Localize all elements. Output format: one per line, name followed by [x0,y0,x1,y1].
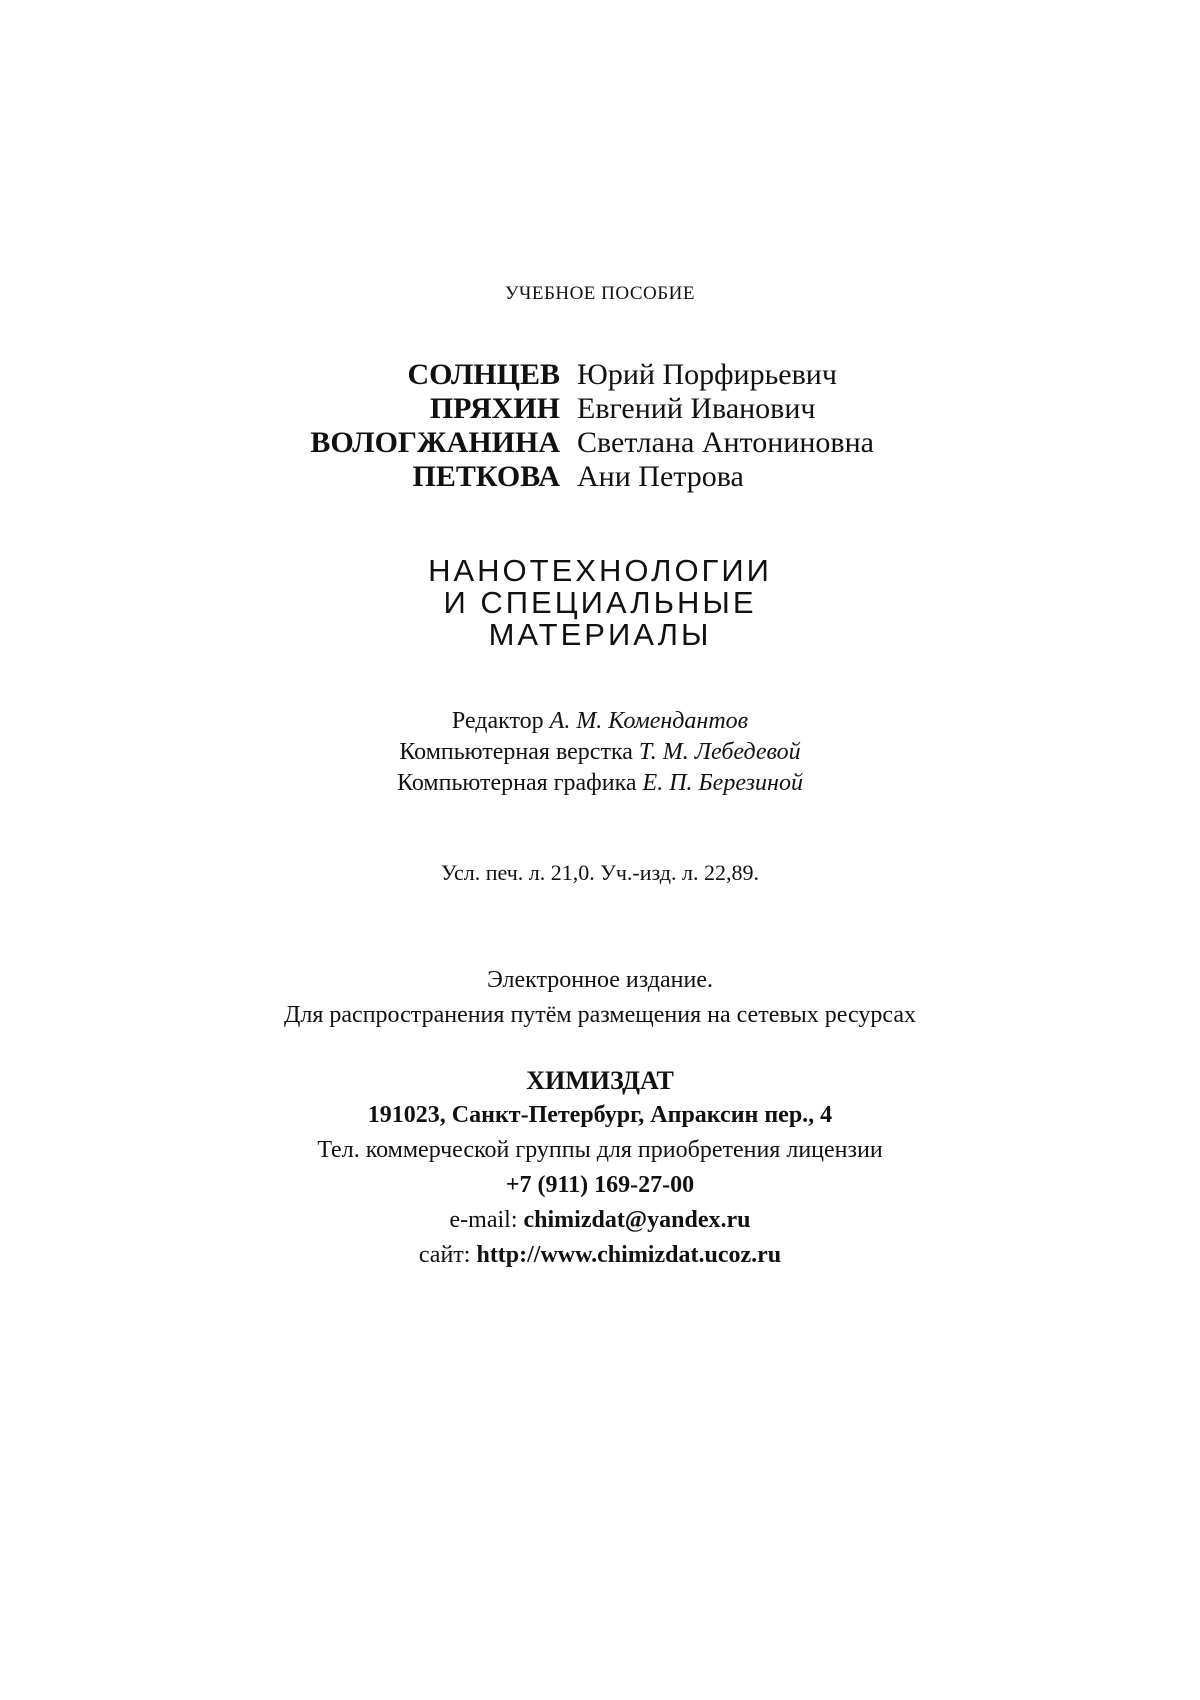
credit-line [0,737,1200,768]
credit-role: Компьютерная верстка [399,739,633,765]
phone-number: +7 (911) 169-27-00 [505,1172,695,1198]
publisher-name: ХИМИЗДАТ [526,1066,674,1095]
site-link[interactable]: http://www.chimizdat.ucoz.ru [476,1242,782,1268]
edition-note: Электронное издание. [486,967,713,993]
author-surname: ВОЛОГЖАНИНА [310,426,560,459]
book-title-line: И СПЕЦИАЛЬНЫЕ [443,585,757,620]
author-row [0,358,1200,392]
credit-role: Редактор [451,708,544,734]
email-label: e-mail: [449,1207,518,1233]
author-given-name: Ани Петрова [577,460,744,493]
spacer [0,1033,1200,1063]
credit-person: А. М. Комендантов [549,708,749,734]
author-given-name: Евгений Иванович [577,392,816,425]
author-given-name: Юрий Порфирьевич [577,358,837,391]
publisher-address: 191023, Санкт-Петербург, Апраксин пер., 4 [367,1102,833,1128]
credit-line [0,768,1200,799]
credit-person: Е. П. Березиной [642,770,803,796]
book-title [0,555,1200,651]
author-row [0,460,1200,494]
email-line [0,1203,1200,1238]
authors-list [0,358,1200,494]
credit-line [0,706,1200,737]
site-line [0,1238,1200,1273]
phone-label: Тел. коммерческой группы для приобретения лицензии [317,1137,883,1163]
author-surname: ПЕТКОВА [412,460,560,493]
author-surname: СОЛНЦЕВ [407,358,560,391]
credit-person: Т. М. Лебедевой [638,739,801,765]
distribution-note: Для распространения путём размещения на сетевых ресурсах [284,1002,916,1028]
author-row [0,426,1200,460]
credits-block [0,706,1200,799]
credit-role: Компьютерная графика [397,770,637,796]
genre-label: УЧЕБНОЕ ПОСОБИЕ [505,283,695,304]
site-label: сайт: [418,1242,471,1268]
book-title-line: НАНОТЕХНОЛОГИИ [428,553,772,588]
publisher-block [0,963,1200,1273]
author-surname: ПРЯХИН [429,392,560,425]
email-address[interactable]: chimizdat@yandex.ru [523,1207,751,1233]
author-given-name: Светлана Антониновна [577,426,874,459]
book-title-line: МАТЕРИАЛЫ [488,617,712,652]
author-row [0,392,1200,426]
print-volume: Усл. печ. л. 21,0. Уч.-изд. л. 22,89. [441,860,759,885]
